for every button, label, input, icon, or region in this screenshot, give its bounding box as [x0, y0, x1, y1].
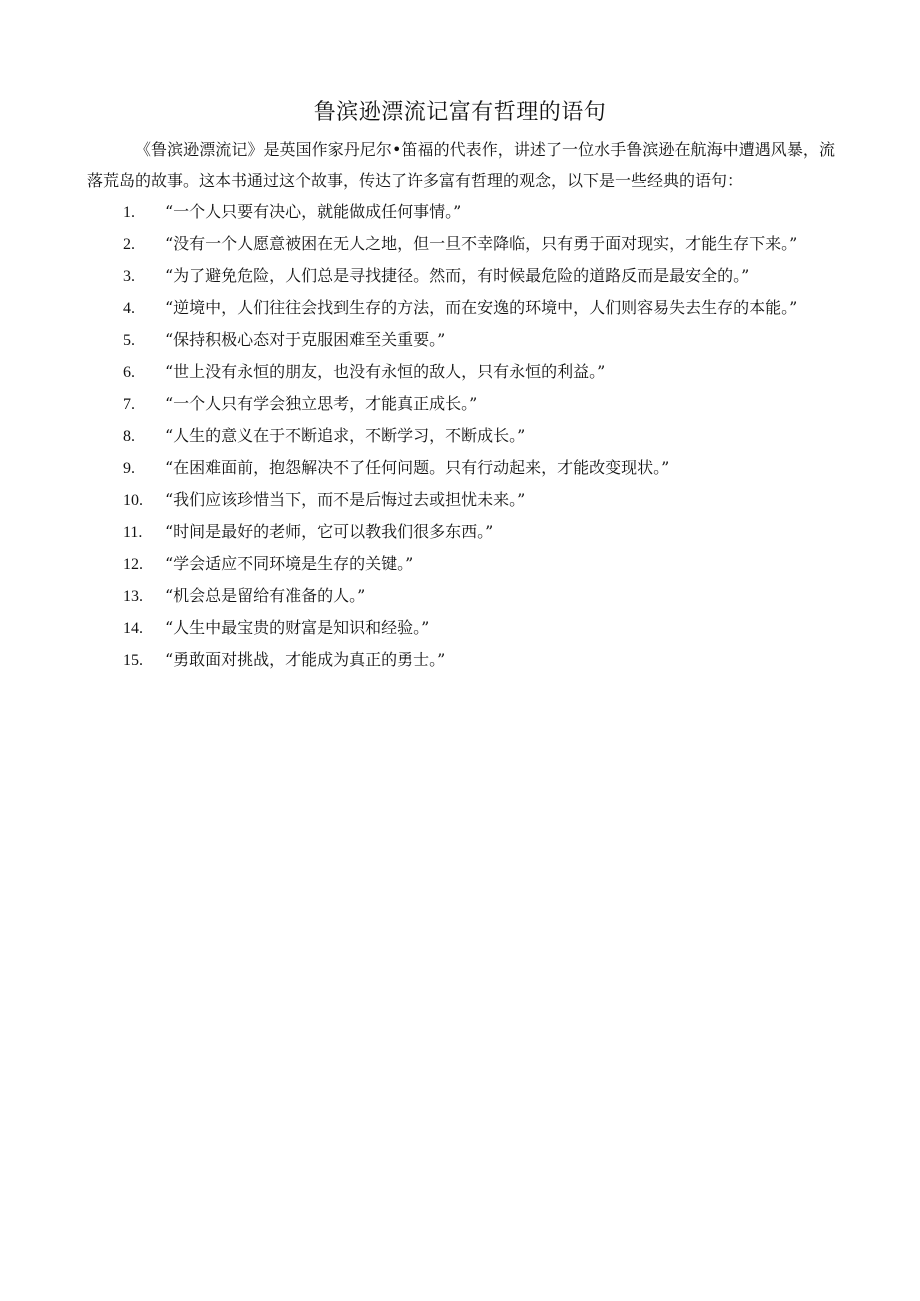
quote-item — [87, 612, 835, 644]
quote-number: 12. — [123, 556, 143, 573]
quote-number: 4. — [123, 300, 135, 317]
document-title: 鲁滨逊漂流记富有哲理的语句 — [313, 100, 607, 125]
quote-text: “时间是最好的老师，它可以教我们很多东西。” — [165, 522, 494, 541]
quote-number: 1. — [123, 204, 135, 221]
quote-text: “人生中最宝贵的财富是知识和经验。” — [165, 618, 430, 637]
quote-text: “人生的意义在于不断追求，不断学习，不断成长。” — [165, 426, 526, 445]
quote-number: 3. — [123, 268, 135, 285]
quote-item — [87, 324, 835, 356]
quote-text: “学会适应不同环境是生存的关键。” — [165, 554, 414, 573]
quote-number: 14. — [123, 620, 143, 637]
quote-item — [87, 644, 835, 676]
quote-text: “没有一个人愿意被困在无人之地，但一旦不幸降临，只有勇于面对现实，才能生存下来。” — [165, 234, 798, 253]
quote-text: “世上没有永恒的朋友，也没有永恒的敌人，只有永恒的利益。” — [165, 362, 606, 381]
quote-item — [87, 420, 835, 452]
quote-text: “逆境中，人们往往会找到生存的方法，而在安逸的环境中，人们则容易失去生存的本能。” — [165, 298, 798, 317]
quote-text: “一个人只有学会独立思考，才能真正成长。” — [165, 394, 478, 413]
quote-number: 15. — [123, 652, 143, 669]
quote-text: “勇敢面对挑战，才能成为真正的勇士。” — [165, 650, 446, 669]
quote-item — [87, 260, 835, 292]
intro-paragraph: 《鲁滨逊漂流记》是英国作家丹尼尔•笛福的代表作，讲述了一位水手鲁滨逊在航海中遭遇风暴，流落荒岛的故事。这本书通过这个故事，传达了许多富有哲理的观念，以下是一些经典的语句： — [87, 140, 835, 190]
quote-text: “为了避免危险，人们总是寻找捷径。然而，有时候最危险的道路反而是最安全的。” — [165, 266, 750, 285]
quote-item — [87, 516, 835, 548]
quote-item — [87, 452, 835, 484]
quote-item — [87, 580, 835, 612]
document-body — [87, 134, 835, 676]
quote-item — [87, 356, 835, 388]
quote-item — [87, 292, 835, 324]
quote-number: 6. — [123, 364, 135, 381]
quote-text: “一个人只要有决心，就能做成任何事情。” — [165, 202, 462, 221]
quote-number: 13. — [123, 588, 143, 605]
quote-text: “在困难面前，抱怨解决不了任何问题。只有行动起来，才能改变现状。” — [165, 458, 670, 477]
quote-item — [87, 484, 835, 516]
quote-number: 7. — [123, 396, 135, 413]
quote-item — [87, 196, 835, 228]
quote-text: “我们应该珍惜当下，而不是后悔过去或担忧未来。” — [165, 490, 526, 509]
quote-item — [87, 548, 835, 580]
quote-list — [87, 196, 835, 676]
quote-number: 8. — [123, 428, 135, 445]
quote-text: “机会总是留给有准备的人。” — [165, 586, 366, 605]
quote-number: 9. — [123, 460, 135, 477]
quote-number: 11. — [123, 524, 143, 541]
quote-item — [87, 388, 835, 420]
quote-text: “保持积极心态对于克服困难至关重要。” — [165, 330, 446, 349]
quote-number: 5. — [123, 332, 135, 349]
quote-item — [87, 228, 835, 260]
quote-number: 10. — [123, 492, 143, 509]
quote-number: 2. — [123, 236, 135, 253]
